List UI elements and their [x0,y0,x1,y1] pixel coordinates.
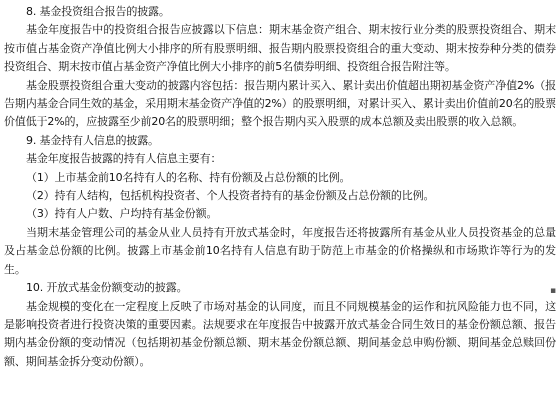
section-9-list-item-3: （3）持有人户数、户均持有基金份额。 [26,207,218,221]
section-9-intro: 基金年度报告披露的持有人信息主要有： [26,152,222,166]
section-9-list-item-2: （2）持有人结构，包括机构投资者、个人投资者持有的基金份额及占总份额的比例。 [26,189,435,203]
section-8-heading: 8. 基金投资组合报告的披露。 [26,5,170,18]
section-9-heading: 9. 基金持有人信息的披露。 [26,133,159,147]
section-8-paragraph-major-changes: 基金股票投资组合重大变动的披露内容包括：报告期内累计买入、累计卖出价值超出期初基金资产净值2%（报告期内基金合同生效的基金，采用期末基金资产净值的2%）的股票明细，对累计买入、累计卖出价值前20名的股票价值低于2%的，应披露至少前20名的股票明细；整个报告期内买入股票的成本总额及卖出股票的收入总额。 [4,78,556,129]
section-8-paragraph-portfolio-report: 基金年度报告中的投资组合报告应披露以下信息：期末基金资产组合、期末按行业分类的股票投资组合、期末按市值占基金资产净值比例大小排序的所有股票明细、报告期内股票投资组合的重大变动、期末按券种分类的债券投资组合、期末按市值占基金资产净值比例大小排序的前5名债券明细、投资组合报告附注等。 [4,23,556,74]
section-9-paragraph-holders: 当期末基金管理公司的基金从业人员持有开放式基金时，年度报告还将披露所有基金从业人员投资基金的总量及占基金总份额的比例。披露上市基金前10名持有人信息有助于防范上市基金的价格操纵和市场欺诈等行为的发生。 [4,225,556,276]
margin-mark-icon: ▪ [550,286,556,296]
section-10-paragraph-share-changes: 基金规模的变化在一定程度上反映了市场对基金的认同度，而且不同规模基金的运作和抗风险能力也不同，这是影响投资者进行投资决策的重要因素。法规要求在年度报告中披露开放式基金合同生效日的基金份额总额、报告期内基金份额的变动情况（包括期初基金份额总额、期末基金份额总额、期间基金总申购份额、期间基金总赎回份额、期间基金拆分变动份额）。 [4,299,556,368]
section-9-list-item-1: （1）上市基金前10名持有人的名称、持有份额及占总份额的比例。 [26,170,351,184]
section-10-heading: 10. 开放式基金份额变动的披露。 [26,281,188,295]
